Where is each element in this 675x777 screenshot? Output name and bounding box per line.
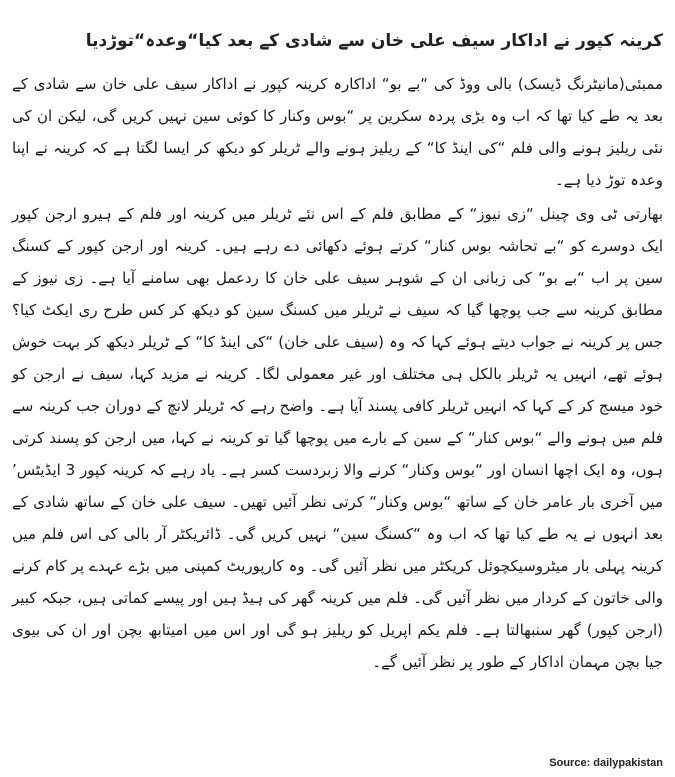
article-headline: کرینہ کپور نے اداکار سیف علی خان سے شادی کے بعد کیا“وعدہ“توڑدیا	[85, 31, 663, 51]
article-paragraph-2: بھارتی ٹی وی چینل “زی نیوز“ کے مطابق فلم کے اس نئے ٹریلر میں کرینہ اور فلم کے ہیرو ارجن کپور ایک دوسرے کو “بے تحاشہ بوس کنار“ کرتے ہوئے دکھائی دے رہے ہیں۔ کرینہ اور ارجن کپور کے کسنگ سین پر اب “بے بو“ کی زبانی ان کے شوہر سیف علی خان کا ردعمل بھی سامنے آیا ہے۔ زی نیوز کے مطابق کرینہ سے جب پوچھا گیا کہ سیف نے ٹریلر میں کسنگ سین کو دیکھ کر کس طرح ری ایکٹ کیا؟ جس پر کرینہ نے جواب دیتے ہوئے کہا کہ وہ (سیف علی خان) “کی اینڈ کا“ کے ٹریلر دیکھ کر بہت خوش ہوئے تھے، انہیں یہ ٹریلر بالکل ہی مختلف اور غیر معمولی لگا۔ کرینہ نے مزید کہا، سیف نے ارجن کو خود میسج کر کے کہا کہ انہیں ٹریلر کافی پسند آیا ہے۔ واضح رہے کہ ٹریلر لانچ کے دوران جب کرینہ سے فلم میں ہونے والے “بوس کنار“ کے سین کے بارے میں پوچھا گیا تو کرینہ نے کہا، میں ارجن کو پسند کرتی ہوں، وہ ایک اچھا انسان اور “بوس وکنار“ کرنے والا زبردست کسر ہے۔ یاد رہے کہ کرینہ کپور 3 ایڈیٹس’ میں آخری بار عامر خان کے ساتھ “بوس وکنار“ کرتی نظر آئیں تھیں۔ سیف علی خان کے ساتھ شادی کے بعد انہوں نے یہ طے کیا تھا کہ اب وہ “کسنگ سین“ نہیں کریں گی۔ ڈائریکٹر آر بالی کی اس فلم میں کرینہ پہلی بار میٹروسیکچوئل کریکٹر میں نظر آئیں گی۔ وہ کارپوریٹ کمپنی میں بڑے عہدے پر کام کرنے والی خاتون کے کردار میں نظر آئیں گی۔ فلم میں کرینہ گھر کی ہیڈ ہیں اور پیسے کماتی ہیں، جبکہ کبیر (ارجن کپور) گھر سنبھالتا ہے۔ فلم یکم اپریل کو ریلیز ہو گی اور اس میں امیتابھ بچن اور ان کی بیوی جیا بچن مہمان اداکار کے طور پر نظر آئیں گے۔	[12, 205, 664, 671]
article-paragraph-1: ممبئی(مانیٹرنگ ڈیسک) بالی ووڈ کی “بے بو“ اداکارہ کرینہ کپور نے اداکار سیف علی خان سے شادی کے بعد یہ طے کیا تھا کہ اب وہ بڑی پردہ سکرین پر “بوس وکنار کا کوئی سین نہیں کریں گی، لیکن ان کی نئی ریلیز ہونے والی فلم “کی اینڈ کا“ کے ریلیز ہونے والے ٹریلر کو دیکھ کر ایسا لگتا ہے کہ کرینہ نے اپنا وعدہ توڑ دیا ہے۔	[12, 75, 663, 189]
source-credit: Source: dailypakistan	[549, 757, 663, 769]
